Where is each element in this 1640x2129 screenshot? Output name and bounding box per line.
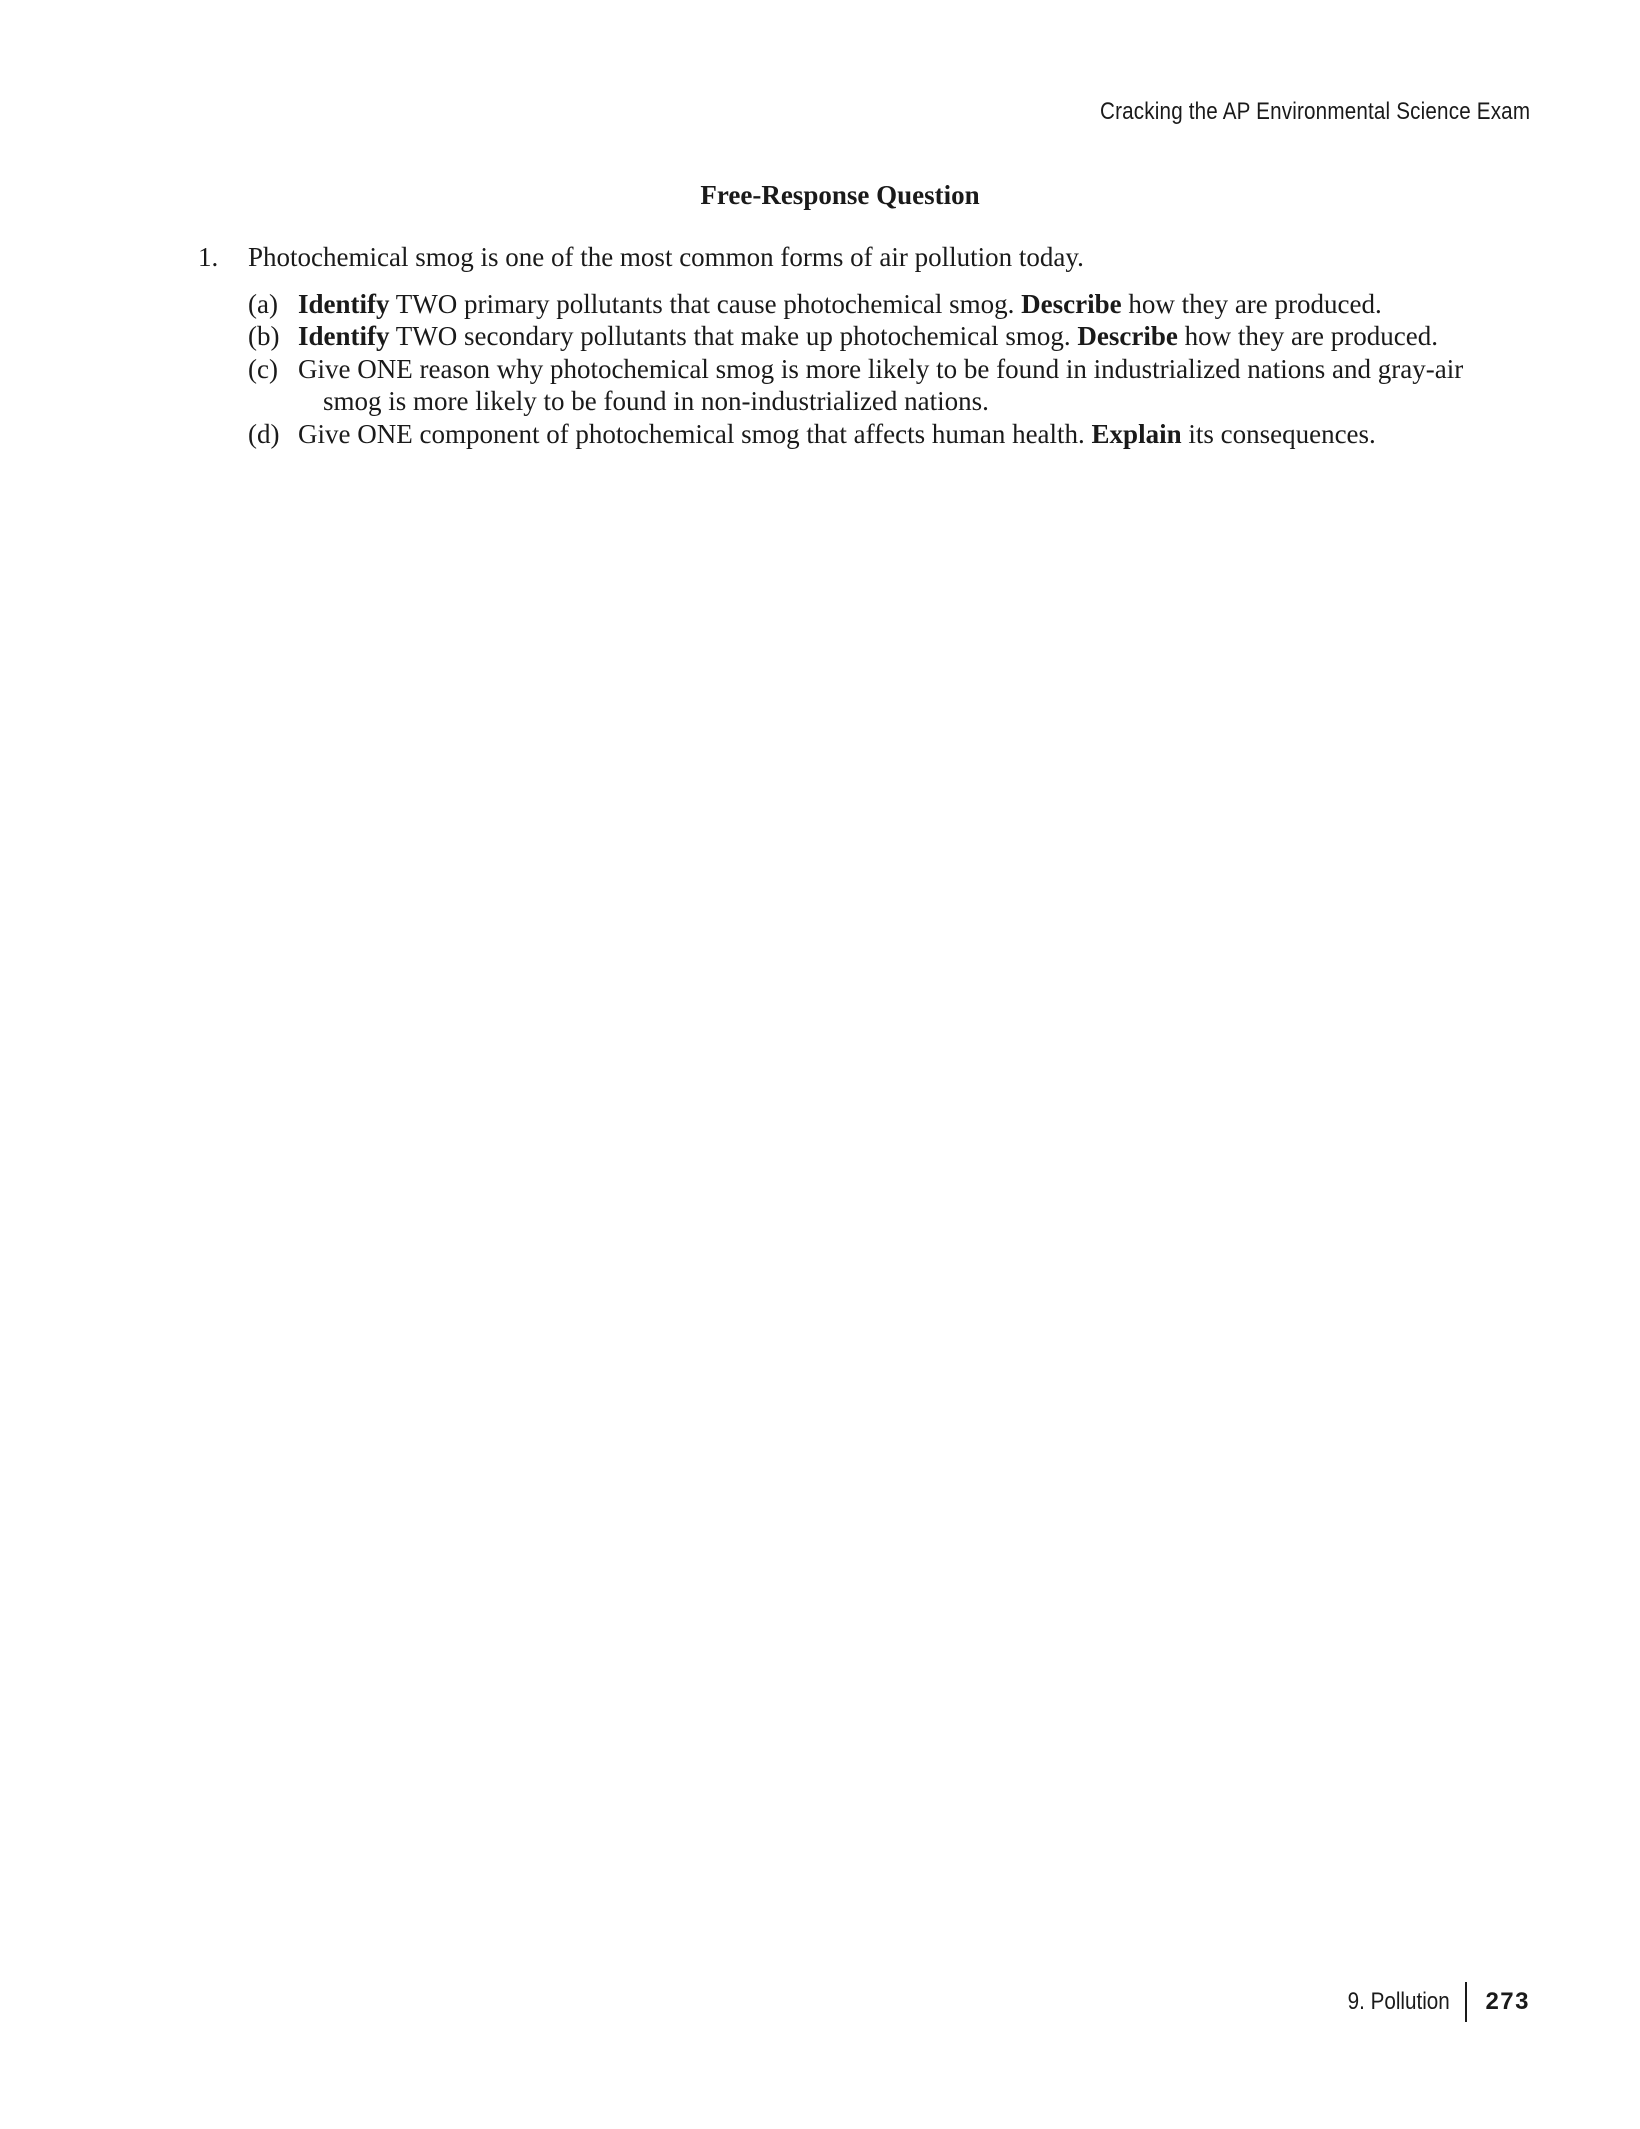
emphasis-identify: Identify bbox=[298, 288, 390, 319]
part-text bbox=[298, 418, 1538, 451]
part-text: Give ONE reason why photochemical smog is more likely to be found in industrialized nations and gray-air smog is more likely to be found in non-industrialized nations. bbox=[298, 353, 1464, 416]
page-number: 273 bbox=[1485, 1988, 1530, 2015]
footer-chapter: 9. Pollution bbox=[1347, 1988, 1450, 2015]
part-text-segment: Give ONE component of photochemical smog that affects human health. bbox=[298, 418, 1092, 449]
footer-divider bbox=[1465, 1982, 1467, 2022]
part-text bbox=[298, 288, 1538, 321]
part-text-segment: its consequences. bbox=[1181, 418, 1376, 449]
question-parts bbox=[198, 288, 1538, 451]
section-title: Free-Response Question bbox=[700, 180, 980, 210]
part-text-segment: TWO primary pollutants that cause photochemical smog. bbox=[389, 288, 1022, 319]
part-label: (d) bbox=[248, 418, 280, 449]
part-label: (a) bbox=[248, 288, 278, 319]
part-text bbox=[298, 320, 1538, 353]
part-label: (c) bbox=[248, 353, 278, 384]
page-footer bbox=[1331, 1982, 1530, 2022]
emphasis-describe: Describe bbox=[1021, 288, 1122, 319]
part-b bbox=[248, 320, 1538, 353]
part-text-segment: how they are produced. bbox=[1121, 288, 1382, 319]
part-a bbox=[248, 288, 1538, 321]
emphasis-explain: Explain bbox=[1091, 418, 1182, 449]
part-text-segment: TWO secondary pollutants that make up photochemical smog. bbox=[389, 321, 1078, 351]
question-1 bbox=[198, 241, 1538, 450]
emphasis-identify: Identify bbox=[298, 321, 390, 351]
question-number: 1. bbox=[198, 242, 219, 272]
part-label: (b) bbox=[248, 321, 280, 351]
part-c bbox=[248, 353, 1538, 418]
emphasis-describe: Describe bbox=[1077, 321, 1178, 351]
question-stem-line bbox=[198, 241, 1538, 274]
part-text-segment: how they are produced. bbox=[1177, 321, 1438, 351]
part-d bbox=[248, 418, 1538, 451]
running-header: Cracking the AP Environmental Science Exam bbox=[1099, 98, 1530, 125]
question-stem: Photochemical smog is one of the most common forms of air pollution today. bbox=[248, 242, 1084, 272]
